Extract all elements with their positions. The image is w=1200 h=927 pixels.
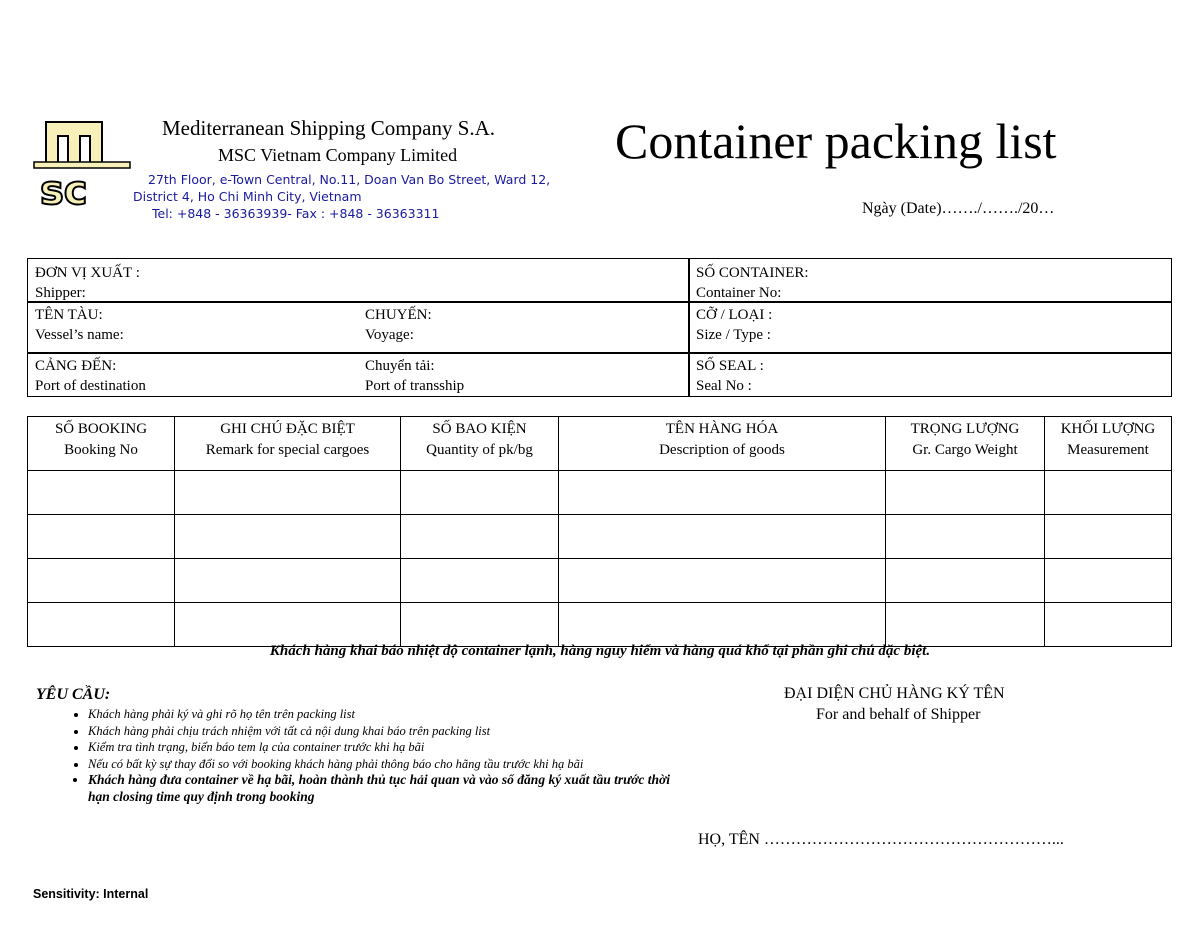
- date-field[interactable]: Ngày (Date)……./……./20…: [862, 200, 1055, 217]
- phone-fax: Tel: +848 - 36363939- Fax : +848 - 36363311: [152, 206, 440, 221]
- svg-text:sc: sc: [40, 168, 88, 208]
- shipment-info-box: [27, 258, 1172, 397]
- msc-logo: [32, 118, 132, 208]
- subsidiary-name: MSC Vietnam Company Limited: [218, 145, 458, 165]
- list-item: • Kiểm tra tình trạng, biển báo tem lạ của container trước khi hạ bãi: [88, 739, 678, 756]
- list-item: • Khách hàng phải ký và ghi rõ họ tên trên packing list: [88, 706, 678, 723]
- cargo-table: [27, 416, 1172, 647]
- voyage-field[interactable]: CHUYẾN: Voyage:: [365, 307, 432, 343]
- table-row[interactable]: [28, 515, 1172, 559]
- col-quantity: SỐ BAO KIỆN Quantity of pk/bg: [401, 417, 559, 471]
- size-type-field[interactable]: CỠ / LOẠI : Size / Type :: [696, 307, 773, 343]
- signature-heading: ĐẠI DIỆN CHỦ HÀNG KÝ TÊN: [784, 685, 1005, 702]
- col-measurement: KHỐI LƯỢNG Measurement: [1045, 417, 1172, 471]
- seal-no-field[interactable]: SỐ SEAL : Seal No :: [696, 358, 764, 394]
- address-line-2: District 4, Ho Chi Minh City, Vietnam: [133, 189, 362, 204]
- company-name: Mediterranean Shipping Company S.A.: [162, 116, 496, 140]
- table-row[interactable]: [28, 603, 1172, 647]
- col-booking: SỐ BOOKING Booking No: [28, 417, 175, 471]
- transship-field[interactable]: Chuyển tải: Port of transship: [365, 358, 465, 394]
- table-row[interactable]: [28, 559, 1172, 603]
- requirements-list: [60, 706, 678, 805]
- signature-subheading: For and behalf of Shipper: [816, 706, 981, 723]
- sensitivity-label: Sensitivity: Internal: [33, 887, 149, 901]
- list-item: • Khách hàng phải chịu trách nhiệm với tất cả nội dung khai báo trên packing list: [88, 723, 678, 740]
- requirements-title: YÊU CẦU:: [36, 686, 111, 703]
- col-remark: GHI CHÚ ĐẶC BIỆT Remark for special cargoes: [175, 417, 401, 471]
- list-item: • Nếu có bất kỳ sự thay đổi so với booking khách hàng phải thông báo cho hãng tầu trước khi hạ bãi: [88, 756, 678, 773]
- address-line-1: 27th Floor, e-Town Central, No.11, Doan Van Bo Street, Ward 12,: [148, 172, 551, 187]
- special-remark-note: Khách hàng khai báo nhiệt độ container lạnh, hàng nguy hiểm và hàng quá khổ tại phần ghi chú đặc biệt.: [269, 643, 931, 659]
- container-no-field[interactable]: SỐ CONTAINER: Container No:: [696, 265, 809, 301]
- col-weight: TRỌNG LƯỢNG Gr. Cargo Weight: [886, 417, 1045, 471]
- vessel-field[interactable]: TÊN TÀU: Vessel’s name:: [35, 307, 124, 343]
- signer-name-field[interactable]: HỌ, TÊN ………………………………………………...: [698, 831, 1064, 848]
- port-destination-field[interactable]: CẢNG ĐẾN: Port of destination: [35, 358, 146, 394]
- table-header: [28, 417, 1172, 471]
- list-item: • Khách hàng đưa container về hạ bãi, hoàn thành thủ tục hải quan và vào sổ đăng ký xuất tầu trước thời hạn closing time quy định trong booking: [88, 772, 678, 805]
- col-description: TÊN HÀNG HÓA Description of goods: [559, 417, 886, 471]
- document-title: Container packing list: [615, 113, 1057, 169]
- table-row[interactable]: [28, 471, 1172, 515]
- shipper-field[interactable]: ĐƠN VỊ XUẤT : Shipper:: [35, 265, 140, 301]
